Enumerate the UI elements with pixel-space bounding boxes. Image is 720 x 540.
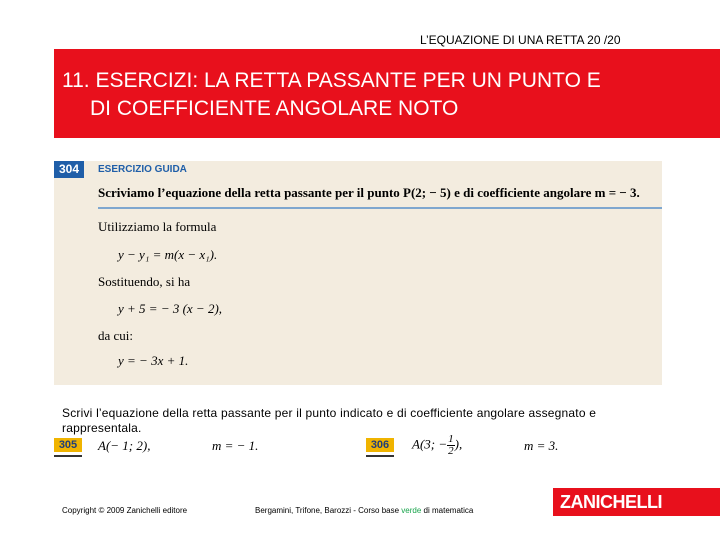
exercise-number-badge: 304	[54, 161, 84, 178]
slide-title-line1: 11. ESERCIZI: LA RETTA PASSANTE PER UN PUNTO E	[62, 69, 601, 92]
underline	[54, 455, 82, 457]
step-use-formula: Utilizziamo la formula	[98, 219, 217, 234]
substituted-equation: y + 5 = − 3 (x − 2),	[118, 301, 223, 316]
exercise-number-badge: 305	[54, 438, 82, 452]
exercise-number-badge: 306	[366, 438, 394, 452]
slide-title-line2: DI COEFFICIENTE ANGOLARE NOTO	[90, 97, 459, 120]
step-substitute: Sostituendo, si ha	[98, 274, 191, 289]
step-therefore: da cui:	[98, 328, 134, 343]
exercise-point: A(− 1; 2),	[98, 438, 151, 453]
exercise-slope: m = 3.	[524, 438, 559, 453]
divider	[98, 207, 662, 209]
title-banner	[54, 49, 720, 138]
fraction: $\frac{1}{2}$	[448, 433, 454, 457]
footer-copyright: Copyright © 2009 Zanichelli editore	[62, 506, 188, 515]
guided-exercise-panel	[54, 161, 662, 385]
exercise-instructions: Scrivi l’equazione della retta passante per il punto indicato e di coefficiente angolare assegnato e rappresentala.	[62, 406, 597, 435]
guided-exercise-statement: Scriviamo l’equazione della retta passante per il punto P(2; − 5) e di coefficiente angolare m = − 3.	[98, 185, 640, 200]
exercise-305	[54, 438, 314, 456]
exercise-slope: m = − 1.	[212, 438, 259, 453]
slide-header-title: L’EQUAZIONE DI UNA RETTA 20 /20	[420, 33, 621, 47]
exercise-point: A(3; − $\frac{1}{2}$ ),	[412, 433, 463, 457]
underline	[366, 455, 394, 457]
exercise-306	[366, 433, 626, 457]
guided-exercise-label: ESERCIZIO GUIDA	[98, 164, 187, 175]
result-equation: y = − 3x + 1.	[118, 353, 189, 368]
slide-title	[62, 67, 702, 123]
footer-authors: Bergamini, Trifone, Barozzi - Corso base verde di matematica	[255, 506, 474, 515]
point-slope-formula: y − y₁ = m(x − x₁).	[118, 247, 218, 262]
publisher-logo: ZANICHELLI	[553, 488, 720, 516]
